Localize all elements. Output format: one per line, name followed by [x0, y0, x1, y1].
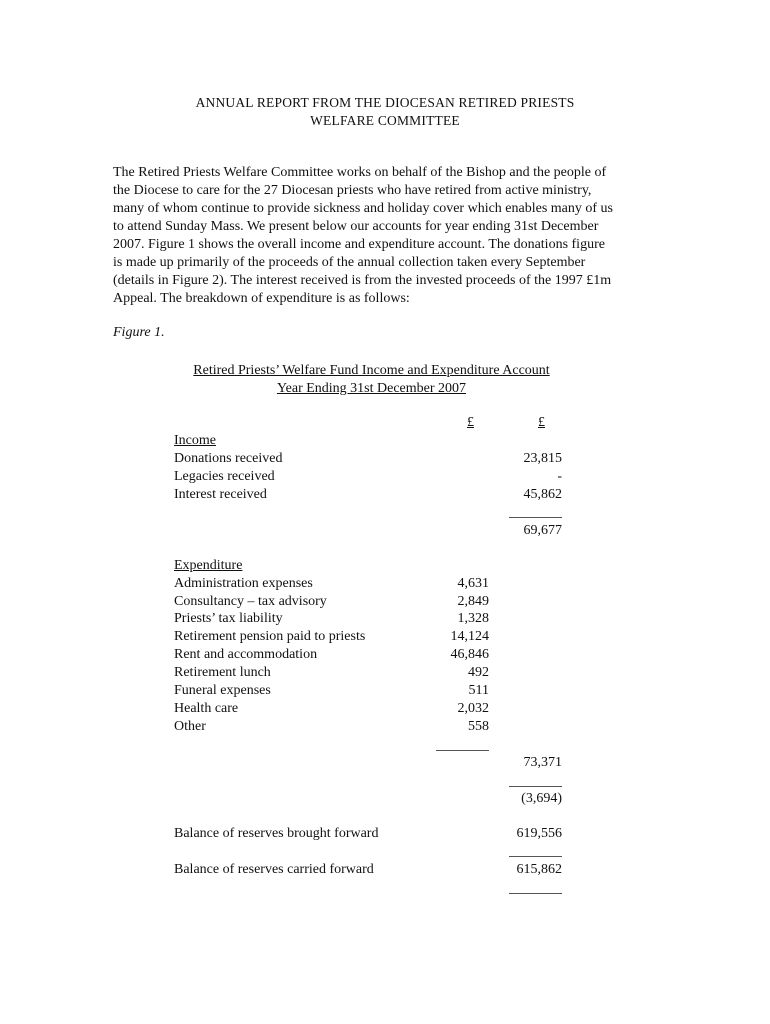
expenditure-label: Consultancy – tax advisory	[174, 594, 327, 609]
expenditure-value: 2,849	[457, 594, 489, 609]
account-title-line-1: Retired Priests’ Welfare Fund Income and Expenditure Account	[193, 363, 550, 378]
expenditure-value: 511	[468, 683, 489, 698]
figure-label: Figure 1.	[113, 325, 165, 340]
report-title-line-2: WELFARE COMMITTEE	[310, 113, 460, 128]
deficit-rule	[509, 786, 562, 787]
expenditure-value: 558	[468, 719, 489, 734]
expenditure-label: Retirement lunch	[174, 665, 271, 680]
account-title	[174, 362, 569, 398]
expenditure-label: Priests’ tax liability	[174, 611, 283, 626]
carried-forward-label: Balance of reserves carried forward	[174, 862, 374, 877]
expenditure-label: Funeral expenses	[174, 683, 271, 698]
carried-forward-value: 615,862	[516, 862, 562, 877]
brought-forward-label: Balance of reserves brought forward	[174, 826, 379, 841]
intro-line: 2007. Figure 1 shows the overall income and expenditure account. The donations figure	[113, 237, 605, 252]
intro-line: many of whom continue to provide sickness and holiday cover which enables many of us	[113, 201, 613, 216]
expenditure-value: 4,631	[457, 576, 489, 591]
expenditure-value: 492	[468, 665, 489, 680]
carried-forward-rule	[509, 856, 562, 857]
income-heading: Income	[174, 433, 216, 448]
income-total: 69,677	[523, 523, 562, 538]
intro-line: the Diocese to care for the 27 Diocesan priests who have retired from active ministry,	[113, 183, 592, 198]
report-title	[0, 94, 770, 130]
deficit-value: (3,694)	[521, 791, 562, 806]
income-label-interest: Interest received	[174, 487, 267, 502]
expenditure-value: 14,124	[450, 629, 489, 644]
account-title-line-2: Year Ending 31st December 2007	[276, 381, 467, 396]
intro-line: to attend Sunday Mass. We present below our accounts for year ending 31st December	[113, 219, 599, 234]
expenditure-label: Rent and accommodation	[174, 647, 318, 662]
currency-header-col1: £	[467, 415, 474, 430]
expenditure-label: Health care	[174, 701, 239, 716]
expenditure-subtotal-rule	[436, 750, 489, 751]
expenditure-total: 73,371	[523, 755, 562, 770]
income-total-rule	[509, 517, 562, 518]
intro-line: Appeal. The breakdown of expenditure is as follows:	[113, 291, 410, 306]
final-rule	[509, 893, 562, 894]
intro-line: is made up primarily of the proceeds of the annual collection taken every September	[113, 255, 586, 270]
income-value-legacies: -	[557, 469, 562, 484]
income-label-legacies: Legacies received	[174, 469, 275, 484]
intro-line: The Retired Priests Welfare Committee works on behalf of the Bishop and the people of	[113, 165, 607, 180]
intro-paragraph	[113, 164, 658, 308]
brought-forward-value: 619,556	[516, 826, 562, 841]
intro-line: (details in Figure 2). The interest received is from the invested proceeds of the 1997 £1m	[113, 273, 612, 288]
income-label-donations: Donations received	[174, 451, 283, 466]
expenditure-value: 46,846	[450, 647, 489, 662]
expenditure-label: Other	[174, 719, 206, 734]
expenditure-heading: Expenditure	[174, 558, 243, 573]
report-title-line-1: ANNUAL REPORT FROM THE DIOCESAN RETIRED PRIESTS	[195, 95, 575, 110]
expenditure-label: Administration expenses	[174, 576, 313, 591]
expenditure-value: 1,328	[457, 611, 489, 626]
currency-header-col2: £	[538, 415, 545, 430]
expenditure-value: 2,032	[457, 701, 489, 716]
income-value-donations: 23,815	[523, 451, 562, 466]
expenditure-label: Retirement pension paid to priests	[174, 629, 366, 644]
income-value-interest: 45,862	[523, 487, 562, 502]
